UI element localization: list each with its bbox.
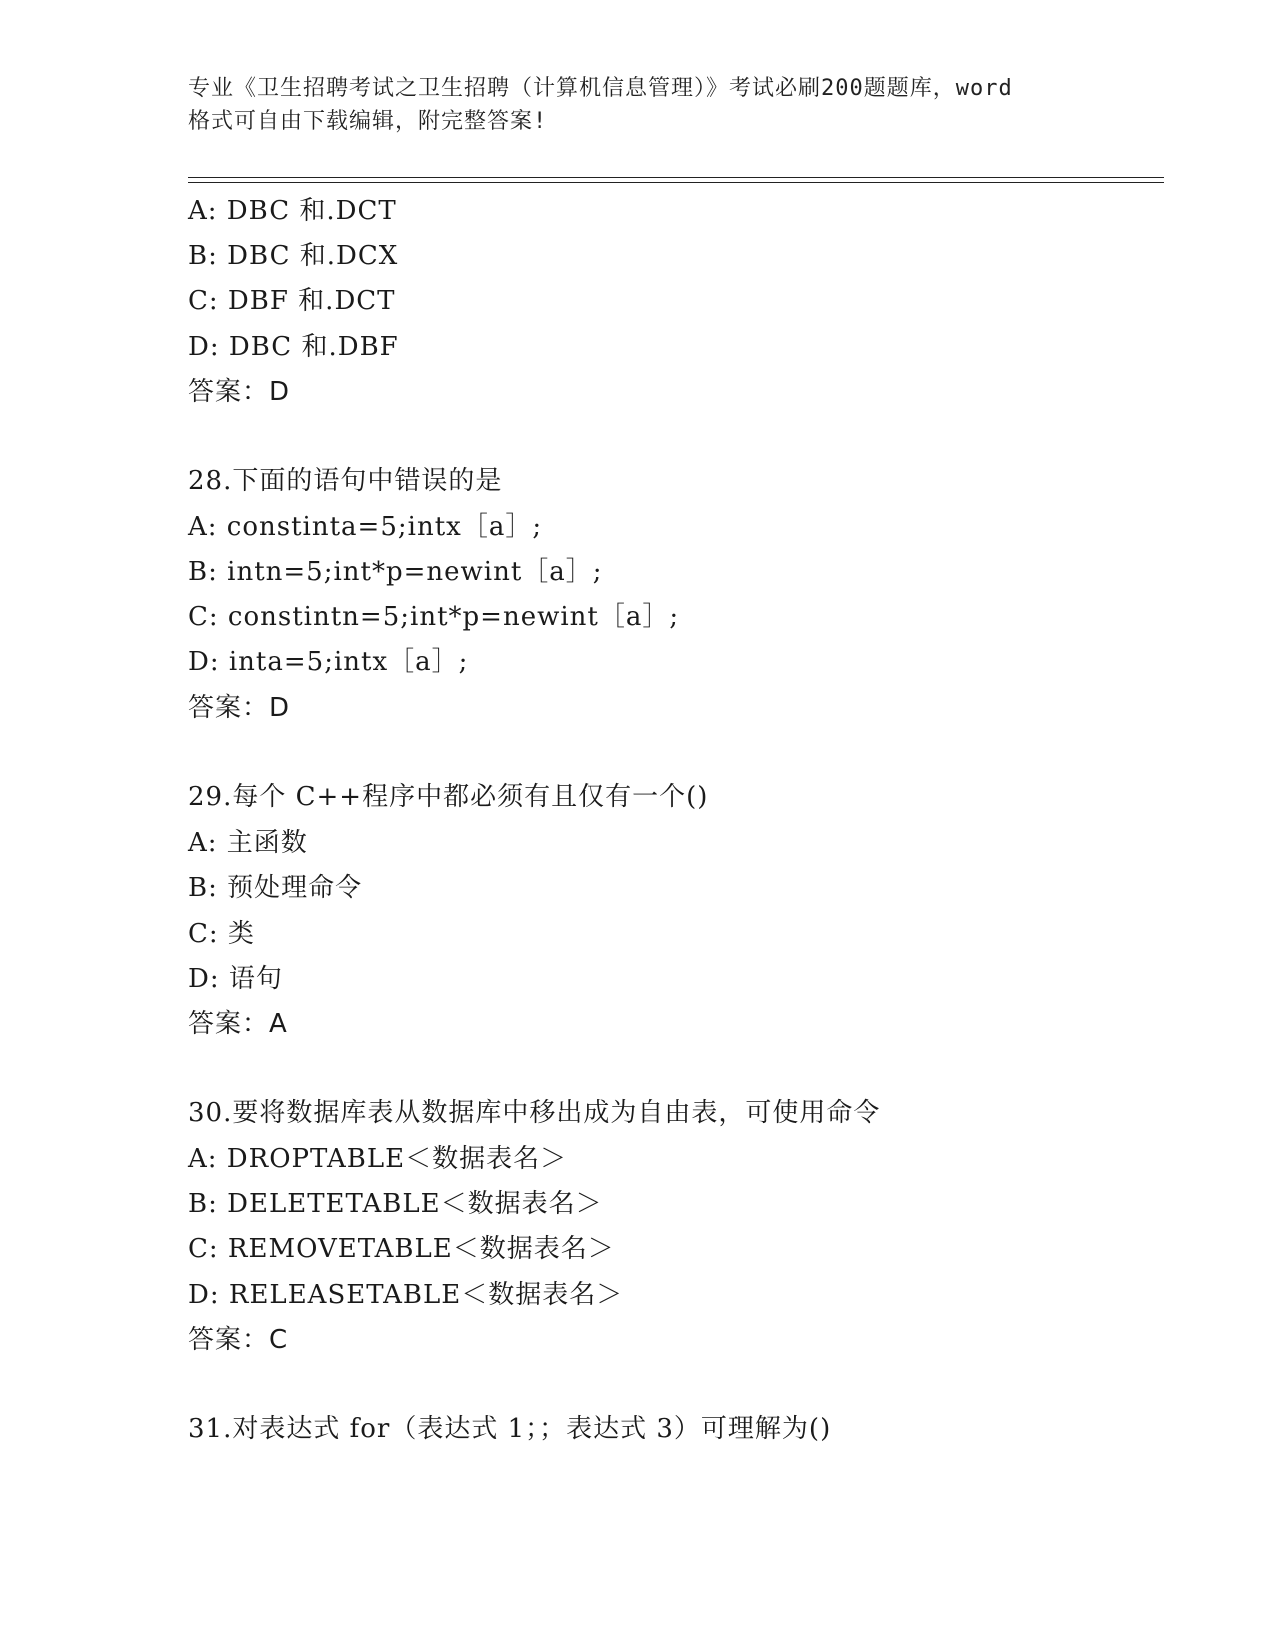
q27-option-d: D: DBC 和.DBF bbox=[188, 332, 399, 362]
q30-option-b: B: DELETETABLE＜数据表名＞ bbox=[188, 1189, 603, 1219]
header-divider-bottom bbox=[188, 182, 1164, 183]
q30-option-a: A: DROPTABLE＜数据表名＞ bbox=[188, 1144, 568, 1174]
q28-answer: 答案：D bbox=[188, 693, 291, 723]
q28-option-c: C: constintn=5;int*p=newint［a］; bbox=[188, 602, 680, 632]
q30-question: 30.要将数据库表从数据库中移出成为自由表，可使用命令 bbox=[188, 1098, 881, 1128]
q30-answer: 答案：C bbox=[188, 1325, 289, 1355]
q29-option-b: B: 预处理命令 bbox=[188, 873, 363, 903]
header-line-2: 格式可自由下载编辑，附完整答案! bbox=[188, 109, 548, 134]
q29-question: 29.每个 C++程序中都必须有且仅有一个() bbox=[188, 782, 709, 812]
q27-option-a: A: DBC 和.DCT bbox=[188, 196, 397, 226]
q27-answer: 答案：D bbox=[188, 377, 291, 407]
q28-option-a: A: constinta=5;intx［a］; bbox=[188, 512, 543, 542]
q29-answer: 答案：A bbox=[188, 1009, 288, 1039]
q28-option-b: B: intn=5;int*p=newint［a］; bbox=[188, 557, 603, 587]
q27-option-b: B: DBC 和.DCX bbox=[188, 241, 399, 271]
q29-option-a: A: 主函数 bbox=[188, 828, 308, 858]
q29-option-c: C: 类 bbox=[188, 919, 255, 949]
q30-option-c: C: REMOVETABLE＜数据表名＞ bbox=[188, 1234, 615, 1264]
header-divider-top bbox=[188, 177, 1164, 178]
q29-option-d: D: 语句 bbox=[188, 964, 283, 994]
q30-option-d: D: RELEASETABLE＜数据表名＞ bbox=[188, 1280, 624, 1310]
document-header bbox=[188, 72, 1108, 138]
q28-option-d: D: inta=5;intx［a］; bbox=[188, 647, 469, 677]
q27-option-c: C: DBF 和.DCT bbox=[188, 286, 396, 316]
q28-question: 28.下面的语句中错误的是 bbox=[188, 466, 503, 496]
q31-question: 31.对表达式 for（表达式 1；；表达式 3）可理解为() bbox=[188, 1414, 832, 1444]
header-line-1: 专业《卫生招聘考试之卫生招聘（计算机信息管理）》考试必刷200题题库，word bbox=[188, 76, 1013, 101]
